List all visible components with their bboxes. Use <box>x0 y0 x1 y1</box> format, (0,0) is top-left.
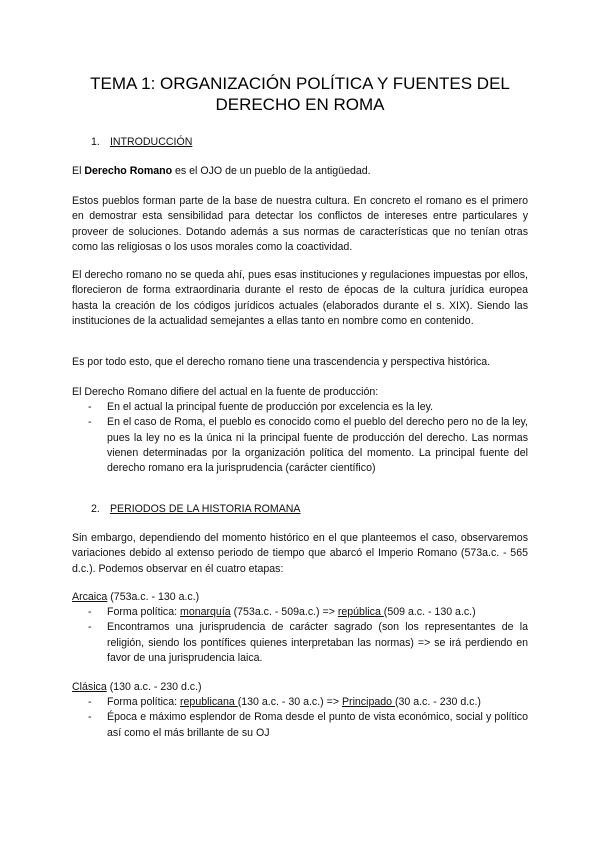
arcaica-dates: (753a.c. - 130 a.c.) <box>107 591 200 603</box>
page-title: TEMA 1: ORGANIZACIÓN POLÍTICA Y FUENTES DEL DERECHO EN ROMA <box>90 74 510 114</box>
list-item: - Forma política: republicana (130 a.c. - 30 a.c.) => Principado (30 a.c. - 230 d.c.) <box>88 696 481 708</box>
list-item: - En el caso de Roma, el pueblo es conocido como el pueblo del derecho pero no de la ley, pues la ley no es la única ni la principal fuente de producción del derecho. Las normas vienen determinadas por la organización política del momento. La principal fuente del derecho romano era la jurisprudencia (carácter científico) <box>88 416 528 475</box>
arcaica-monarquia-dates: (753a.c. - 509a.c.) => <box>230 606 338 618</box>
clasica-principado: Principado <box>341 696 395 708</box>
paragraph-intro <box>72 164 528 179</box>
list-item: - Época e máximo esplendor de Roma desde el punto de vista económico, social y político así como el más brillante de su OJ <box>88 711 528 739</box>
clasica-republicana: republicana <box>180 696 238 708</box>
arcaica-label: Arcaica <box>72 591 108 603</box>
clasica-heading <box>72 680 202 695</box>
paragraph-periodos: Sin embargo, dependiendo del momento histórico en el que planteemos el caso, observaremos variaciones debido al extenso periodo de tiempo que abarcó el Imperio Romano (573a.c. - 565 d.c.). Podemos observar en él cuatro etapas: <box>72 532 528 575</box>
section-2-heading <box>91 502 301 517</box>
paragraph-cultura: Estos pueblos forman parte de la base de nuestra cultura. En concreto el romano es el primero en demostrar esta sensibilidad para detectar los conflictos de intereses entre particulares y proveer de soluciones. Dotando además a sus normas de características que no tenían otras como las religiosas o los usos morales como la coactividad. <box>72 195 528 253</box>
section-1-heading <box>91 135 192 150</box>
clasica-dates: (130 a.c. - 230 d.c.) <box>106 681 202 693</box>
list-item: - Forma política: monarquía (753a.c. - 509a.c.) => república (509 a.c. - 130 a.c.) <box>88 606 476 618</box>
arcaica-bullet-list <box>88 605 528 666</box>
paragraph-fuente: El Derecho Romano difiere del actual en la fuente de producción: <box>72 386 379 398</box>
list-item: - En el actual la principal fuente de producción por excelencia es la ley. <box>88 401 434 413</box>
list-item-text: En el caso de Roma, el pueblo es conocido como el pueblo del derecho pero no de la ley, pues la ley no es la única ni la principal fuente de producción del derecho. Las normas vienen determinadas por la organización política del momento. La principal fuente del derecho romano era la jurisprudencia (carácter científico) <box>107 416 528 475</box>
list-item: - Encontramos una jurisprudencia de carácter sagrado (son los representantes de la religión, siendo los pontífices quienes interpretaban las normas) => se irá perdiendo en favor de una jurisprudencia laica. <box>88 621 528 664</box>
clasica-republicana-dates: (130 a.c. - 30 a.c.) => <box>237 696 342 708</box>
paragraph-intro-pre: El <box>72 165 85 177</box>
arcaica-heading <box>72 590 199 605</box>
list-item-text: Encontramos una jurisprudencia de carácter sagrado (son los representantes de la religión, siendo los pontífices quienes interpretaban las normas) => se irá perdiendo en favor de una jurisprudencia laica. <box>107 621 528 664</box>
section-1-title: INTRODUCCIÓN <box>109 136 193 148</box>
arcaica-monarquia: monarquía <box>180 606 231 618</box>
paragraph-trascendencia: Es por todo esto, que el derecho romano tiene una trascendencia y perspectiva histórica. <box>72 356 491 368</box>
clasica-forma-label: Forma política: <box>107 696 181 708</box>
paragraph-intro-bold: Derecho Romano <box>84 165 173 177</box>
list-item-text: Época e máximo esplendor de Roma desde el punto de vista económico, social y político así como el más brillante de su OJ <box>107 711 528 739</box>
arcaica-forma-label: Forma política: <box>107 606 181 618</box>
list-item-text: En el actual la principal fuente de producción por excelencia es la ley. <box>107 401 434 413</box>
section-2-title: PERIODOS DE LA HISTORIA ROMANA <box>109 503 301 515</box>
paragraph-intro-post: es el OJO de un pueblo de la antigüedad. <box>172 165 371 177</box>
arcaica-republica: república <box>337 606 384 618</box>
paragraph-instituciones: El derecho romano no se queda ahí, pues esas instituciones y regulaciones impuestas por ellos, florecieron de forma extraordinaria durante el resto de épocas de la cultura jurídica europea hasta la creación de los códigos jurídicos actuales (elaborados durante el s. XIX). Siendo las instituciones de la actualidad semejantes a ellas tanto en nombre como en contenido. <box>72 269 528 327</box>
fuente-bullet-list <box>88 400 528 476</box>
section-1-number: 1. <box>91 136 100 148</box>
clasica-principado-dates: (30 a.c. - 230 d.c.) <box>394 696 481 708</box>
section-2-number: 2. <box>91 503 100 515</box>
arcaica-republica-dates: (509 a.c. - 130 a.c.) <box>383 606 476 618</box>
clasica-label: Clásica <box>72 681 107 693</box>
clasica-bullet-list <box>88 695 528 741</box>
